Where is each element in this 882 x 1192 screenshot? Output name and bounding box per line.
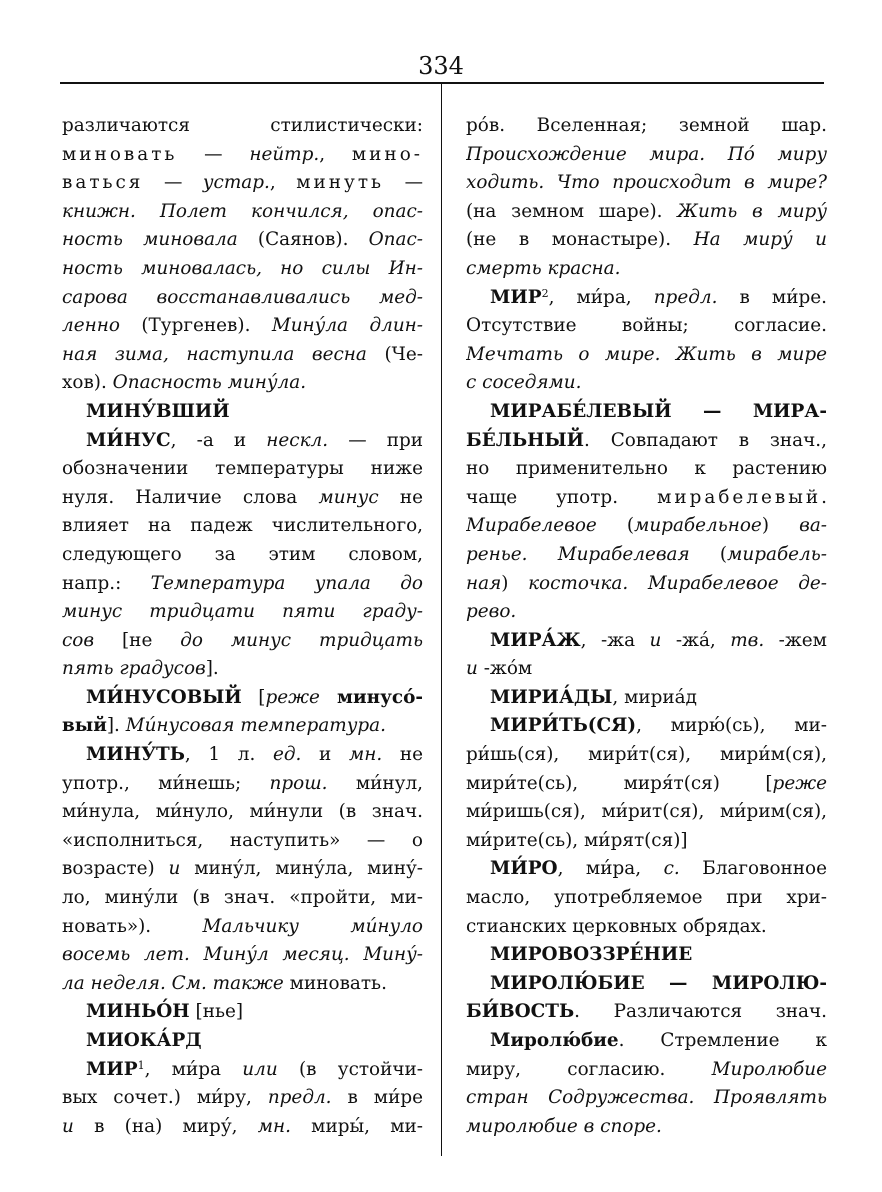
text-run: сарова восстанавливались мед- xyxy=(62,286,423,308)
text-run: БЕ́ЛЬНЫЙ xyxy=(466,429,585,451)
text-run: минуть xyxy=(296,172,385,194)
text-run: ная xyxy=(466,572,502,594)
text-run: . Различаются знач. xyxy=(574,1001,827,1023)
text-line xyxy=(466,970,827,999)
text-run: МИНУ́ВШИЙ xyxy=(86,400,230,422)
text-run: ва- xyxy=(799,515,827,537)
text-line xyxy=(62,512,423,541)
text-run: ленно xyxy=(62,315,120,337)
text-run: , ми́ра xyxy=(144,1058,243,1080)
text-line xyxy=(62,112,423,141)
text-run: влияет на падеж числительного, xyxy=(62,515,423,537)
text-run: (Тургенев). xyxy=(119,315,272,337)
text-line xyxy=(466,198,827,227)
text-line xyxy=(62,798,423,827)
text-line xyxy=(466,855,827,884)
text-run: . xyxy=(821,486,827,508)
text-run: , -жа xyxy=(580,629,650,651)
text-run: Жить в миру́ xyxy=(677,200,827,222)
text-run: минус xyxy=(318,486,379,508)
text-line xyxy=(62,169,423,198)
text-line xyxy=(466,398,827,427)
text-line xyxy=(466,1056,827,1085)
text-run: сов xyxy=(62,629,95,651)
text-run: и xyxy=(168,858,181,880)
text-run: -жо́м xyxy=(477,658,533,680)
text-run: [нье] xyxy=(189,1001,244,1023)
text-run: в (на) миру́, xyxy=(73,1115,258,1137)
text-run: МИ́РО xyxy=(490,858,558,880)
text-line xyxy=(62,627,423,656)
text-run: и xyxy=(649,629,662,651)
text-run: МИРОЛЮ́БИЕ — МИРОЛЮ- xyxy=(490,972,827,994)
text-run: Опасность мину́ла. xyxy=(112,372,307,394)
text-run: ла неделя. См. также xyxy=(62,972,284,994)
text-line xyxy=(466,570,827,599)
text-run: МИРИА́ДЫ xyxy=(490,686,613,708)
text-line xyxy=(62,970,423,999)
text-run: стианских церковных обрядах. xyxy=(466,915,767,937)
text-run: . Совпадают в знач., xyxy=(584,429,827,451)
text-line xyxy=(62,369,423,398)
text-run: Мечтать о мире. Жить в мире xyxy=(466,343,827,365)
text-run: (на земном шаре). xyxy=(466,200,678,222)
text-line xyxy=(62,913,423,942)
text-line xyxy=(62,541,423,570)
text-run: мирабель- xyxy=(727,543,827,565)
text-run: . Стремление к xyxy=(618,1030,827,1051)
text-line xyxy=(466,741,827,770)
text-run: ( xyxy=(689,543,728,565)
text-run: книжн. Полет кончился, опас- xyxy=(62,200,423,222)
text-run: с. xyxy=(663,858,680,880)
text-run: рево. xyxy=(466,601,517,623)
text-line xyxy=(62,198,423,227)
text-run: МИНУ́ТЬ xyxy=(86,744,185,766)
text-run: мн. xyxy=(257,1115,291,1137)
text-run: миры́, ми- xyxy=(290,1115,423,1137)
text-run: ходить. Что происходит в мире? xyxy=(466,172,827,194)
text-run: , мириа́д xyxy=(612,686,697,708)
text-run: следующего за этим словом, xyxy=(62,543,423,565)
text-line xyxy=(466,169,827,198)
text-run: в ми́ре. xyxy=(717,286,827,308)
text-run: ность миновалась, но силы Ин- xyxy=(62,257,423,279)
text-run: Ми́нусовая температура. xyxy=(125,715,386,737)
text-line xyxy=(62,598,423,627)
text-run: , xyxy=(269,172,297,194)
text-line xyxy=(62,255,423,284)
text-line xyxy=(466,684,827,713)
text-run: , 1 л. xyxy=(184,744,273,766)
text-run: и xyxy=(62,1115,74,1137)
text-line xyxy=(62,941,423,970)
text-run: ( xyxy=(596,515,635,537)
text-run: — xyxy=(384,172,423,194)
text-line xyxy=(62,427,423,456)
text-run: Происхождение мира. По́ миру xyxy=(466,143,827,165)
text-line xyxy=(466,112,827,141)
text-run: , ми́ра, xyxy=(548,286,654,308)
text-run: ми́ришь(ся), ми́рит(ся), ми́рим(ся), xyxy=(466,801,827,823)
text-run: нескл. xyxy=(266,429,329,451)
text-run: не xyxy=(378,486,423,508)
text-run: ]. xyxy=(205,658,219,680)
text-run: МИНЬО́Н xyxy=(86,1001,190,1023)
left-column xyxy=(62,112,423,1141)
text-line xyxy=(466,712,827,741)
text-run: мн. xyxy=(348,744,383,766)
text-run: ) xyxy=(761,515,800,537)
text-line xyxy=(62,770,423,799)
text-run: до минус тридцать xyxy=(180,629,423,651)
text-run: Миролю́бие xyxy=(490,1030,619,1051)
text-run: прош. xyxy=(269,772,328,794)
text-run: возрасте) xyxy=(62,858,169,880)
text-run: нуля. Наличие слова xyxy=(62,486,319,508)
text-line xyxy=(466,312,827,341)
text-line xyxy=(62,341,423,370)
text-line xyxy=(62,1056,423,1085)
text-run: миновать. xyxy=(283,972,387,994)
text-run: минус тридцати пяти граду- xyxy=(62,601,423,623)
text-run: хов). xyxy=(62,372,113,394)
text-line xyxy=(466,913,827,942)
text-line xyxy=(466,427,827,456)
column-divider xyxy=(441,84,442,1156)
text-line xyxy=(466,884,827,913)
text-line xyxy=(466,998,827,1027)
text-line xyxy=(62,226,423,255)
text-run: Миролюбие xyxy=(711,1058,827,1080)
text-line xyxy=(466,770,827,799)
text-run: (в устойчи- xyxy=(277,1058,423,1080)
text-line xyxy=(466,941,827,970)
text-line xyxy=(62,398,423,427)
text-run: 1 xyxy=(137,1058,145,1072)
text-run: На миру́ и xyxy=(693,229,827,251)
text-run: — при xyxy=(328,429,423,451)
text-line xyxy=(62,712,423,741)
text-run: ло, мину́ли (в знач. «пройти, ми- xyxy=(62,887,423,909)
text-run: Опас- xyxy=(368,229,423,251)
text-run: но применительно к растению xyxy=(466,458,827,480)
text-run: миру, согласию. xyxy=(466,1058,712,1080)
right-column xyxy=(466,112,827,1141)
text-run: ро́в. Вселенная; земной шар. xyxy=(466,115,827,136)
text-line xyxy=(62,312,423,341)
text-run: ми́нула, ми́нуло, ми́нули (в знач. xyxy=(62,801,423,823)
text-line xyxy=(62,1027,423,1056)
text-run: МИОКА́РД xyxy=(86,1030,202,1051)
text-line xyxy=(466,484,827,513)
text-run: Температура упала до xyxy=(150,572,423,594)
text-line xyxy=(466,141,827,170)
text-run: вый xyxy=(62,715,107,737)
text-line xyxy=(466,541,827,570)
text-run: мирабелевый xyxy=(657,486,822,508)
text-run: -жа́, xyxy=(661,629,731,651)
text-run: Мальчику ми́нуло xyxy=(202,915,423,937)
text-line xyxy=(466,655,827,684)
text-line xyxy=(466,827,827,856)
text-line xyxy=(466,226,827,255)
text-line xyxy=(62,484,423,513)
text-line xyxy=(466,255,827,284)
text-line xyxy=(62,855,423,884)
text-run: МИРАБЕ́ЛЕВЫЙ — МИРА- xyxy=(490,400,827,422)
text-line xyxy=(466,455,827,484)
text-run: не xyxy=(382,744,423,766)
text-run: БИ́ВОСТЬ xyxy=(466,1001,575,1023)
text-run: — xyxy=(177,143,250,165)
text-run: ед. xyxy=(272,744,302,766)
text-line xyxy=(466,1084,827,1113)
text-run: нейтр. xyxy=(249,143,320,165)
text-run: пять градусов xyxy=(62,658,206,680)
text-run: мину́л, мину́ла, мину́- xyxy=(180,858,423,880)
text-run: предл. xyxy=(653,286,718,308)
text-line xyxy=(466,598,827,627)
text-run: — xyxy=(143,172,203,194)
text-run: употр., ми́нешь; xyxy=(62,772,270,794)
text-run: в ми́ре xyxy=(331,1087,423,1109)
text-run: Мину́ла длин- xyxy=(271,315,423,337)
text-run: МИРА́Ж xyxy=(490,629,581,651)
text-run: , xyxy=(319,143,352,165)
text-line xyxy=(466,369,827,398)
text-run: (Че- xyxy=(366,343,423,365)
text-run: мирабельное xyxy=(634,515,762,537)
text-run: с соседями. xyxy=(466,372,582,394)
text-line xyxy=(62,741,423,770)
text-run: обозначении температуры ниже xyxy=(62,458,423,480)
text-run: смерть красна. xyxy=(466,257,621,279)
text-run: 2 xyxy=(541,286,549,300)
text-run: чаще употр. xyxy=(466,486,658,508)
text-run: МИ́НУС xyxy=(86,429,171,451)
text-line xyxy=(62,1084,423,1113)
text-run: МИРОВОЗЗРЕ́НИЕ xyxy=(490,944,693,966)
text-line xyxy=(466,627,827,656)
text-run: масло, употребляемое при хри- xyxy=(466,887,827,909)
text-line xyxy=(466,1027,827,1056)
text-run: Мирабелевое xyxy=(466,515,597,537)
text-run: МИ́НУСОВЫЙ xyxy=(86,686,242,708)
text-run: мири́те(сь), миря́т(ся) [ xyxy=(466,772,773,794)
text-line xyxy=(62,684,423,713)
text-run: и xyxy=(301,744,349,766)
text-run: Благовонное xyxy=(679,858,827,880)
text-line xyxy=(62,1113,423,1142)
text-run: МИРИ́ТЬ(СЯ) xyxy=(490,715,637,737)
text-run: новать»). xyxy=(62,915,203,937)
text-run: , ми́ра, xyxy=(557,858,664,880)
text-line xyxy=(62,455,423,484)
text-line xyxy=(466,512,827,541)
text-line xyxy=(466,1113,827,1142)
text-run: (Саянов). xyxy=(237,229,369,251)
text-run: миролюбие в споре. xyxy=(466,1115,662,1137)
text-line xyxy=(62,827,423,856)
text-run: миновать xyxy=(62,143,178,165)
text-run: реже xyxy=(772,772,827,794)
text-run: различаются стилистически: xyxy=(62,115,423,136)
text-line xyxy=(62,884,423,913)
text-line xyxy=(62,655,423,684)
header-rule xyxy=(60,82,824,84)
text-line xyxy=(466,284,827,313)
text-run: ваться xyxy=(62,172,144,194)
text-run: Отсутствие войны; согласие. xyxy=(466,315,827,337)
text-run: ная зима, наступила весна xyxy=(62,343,367,365)
text-run: тв. xyxy=(730,629,765,651)
text-line xyxy=(62,570,423,599)
text-run: -жем xyxy=(764,629,827,651)
text-run: [не xyxy=(94,629,181,651)
text-run: минусо́- xyxy=(319,686,423,708)
text-run: или xyxy=(242,1058,278,1080)
text-run: ми́нул, xyxy=(327,772,423,794)
text-run: , мирю́(сь), ми- xyxy=(636,715,827,737)
text-run: , -а и xyxy=(170,429,267,451)
text-run: [ xyxy=(241,686,266,708)
text-run: «исполниться, наступить» — о xyxy=(62,829,423,851)
text-run: ми́рите(сь), ми́рят(ся)] xyxy=(466,829,688,851)
text-line xyxy=(466,798,827,827)
text-run: стран Содружества. Проявлять xyxy=(466,1087,827,1109)
text-run: устар. xyxy=(202,172,270,194)
text-line xyxy=(62,141,423,170)
text-run: предл. xyxy=(267,1087,332,1109)
text-run: мино- xyxy=(351,143,423,165)
text-run: ность миновала xyxy=(62,229,238,251)
text-run: МИР xyxy=(86,1058,138,1080)
page-number: 334 xyxy=(418,52,464,80)
text-run: ]. xyxy=(106,715,126,737)
text-run: восемь лет. Мину́л месяц. Мину́- xyxy=(62,944,423,966)
text-run: (не в монастыре). xyxy=(466,229,694,251)
text-line xyxy=(62,998,423,1027)
text-run: МИР xyxy=(490,286,542,308)
text-run: и xyxy=(466,658,478,680)
text-run: косточка. Мирабелевое де- xyxy=(528,572,827,594)
text-run: ренье. Мирабелевая xyxy=(466,543,690,565)
text-run: реже xyxy=(265,686,320,708)
text-line xyxy=(62,284,423,313)
text-line xyxy=(466,341,827,370)
text-run: ри́шь(ся), мири́т(ся), мири́м(ся), xyxy=(466,744,827,766)
text-run: напр.: xyxy=(62,572,151,594)
text-run: вых сочет.) ми́ру, xyxy=(62,1087,268,1109)
text-run: ) xyxy=(501,572,529,594)
